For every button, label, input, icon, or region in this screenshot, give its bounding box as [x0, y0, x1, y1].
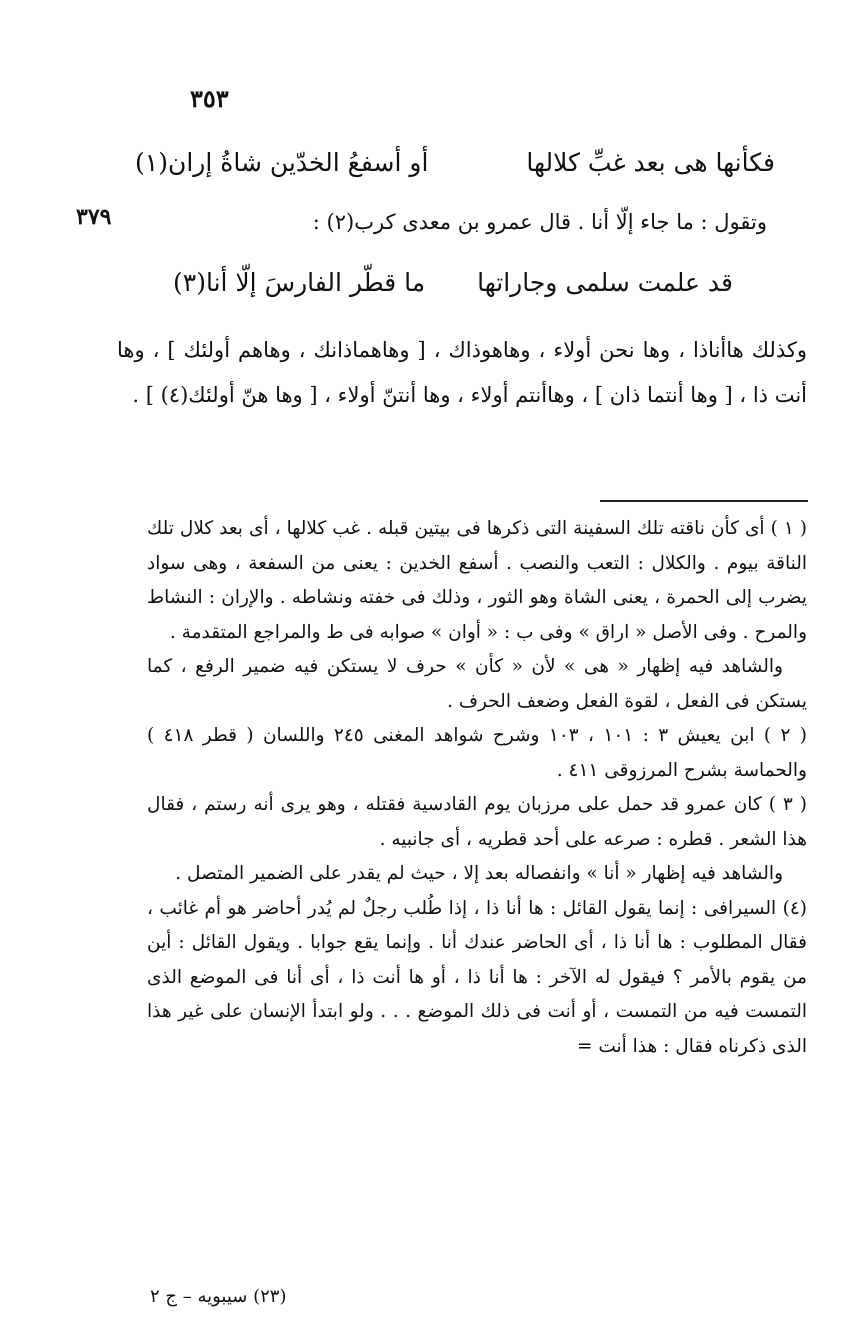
footnote-1-witness: والشاهد فيه إظهار « هى » لأن « كأن » حرف لا يستكن فيه ضمير الرفع ، كما يستكن فى الفعل ، لقوة الفعل وضعف الحرف .: [147, 656, 807, 712]
footnote-4: (٤) السيرافى : إنما يقول القائل : ها أنا ذا ، إذا طُلب رجلٌ لم يُدر أحاضر هو أم غائب ، فقال المطلوب : ها أنا ذا ، أى الحاضر عندك أنا . وإنما يقع جوابا . ويقول القائل : أين من يقوم بالأمر ؟ فيقول له الآخر : ها أنا ذا ، أو ها أنت ذا ، أى أنا فى الموضع الذى التمست فيه من التمست ، أو أنت فى ذلك الموضع . . . ولو ابتدأ الإنسان على غير هذا الذى ذكرناه فقال : هذا أنت =: [147, 897, 807, 1057]
intro-line: وتقول : ما جاء إلّا أنا . قال عمرو بن معدى كرب(٢) :: [312, 210, 767, 234]
footnote-3-witness: والشاهد فيه إظهار « أنا » وانفصاله بعد إلا ، حيث لم يقدر على الضمير المتصل .: [175, 863, 783, 884]
main-paragraph: وكذلك هاأناذا ، وها نحن أولاء ، وهاهوذاك ، [ وهاهماذانك ، وهاهم أولئك ] ، وها أنت ذا ، [ وها أنتما ذان ] ، وهاأنتم أولاء ، وها أنتنّ أولاء ، [ وها هنّ أولئك(٤) ] .: [117, 338, 807, 407]
verse-2-second-hemistich: ما قطّر الفارسَ إلّا أنا(٣): [173, 268, 426, 297]
footnote-2: ( ٢ ) ابن يعيش ٣ : ١٠١ ، ١٠٣ وشرح شواهد المغنى ٢٤٥ واللسان ( قطر ٤١٨ ) والحماسة بشرح المرزوقى ٤١١ .: [147, 725, 807, 781]
verse-2-first-hemistich: قد علمت سلمى وجاراتها: [477, 268, 733, 297]
page-signature: (٢٣) سيبويه – ج ٢: [150, 1286, 287, 1307]
verse-1-first-hemistich: فكأنها هى بعد غبِّ كلالها: [526, 148, 775, 177]
margin-reference-number: ٣٧٩: [76, 204, 112, 230]
footnote-1: ( ١ ) أى كأن ناقته تلك السفينة التى ذكرها فى بيتين قبله . غب كلالها ، أى بعد كلال تلك الناقة بيوم . والكلال : التعب والنصب . أسفع الخدين : يعنى من السفعة ، وهى سواد يضرب إلى الحمرة ، يعنى الشاة وهو الثور ، وذلك فى خفته ونشاطه . والإران : النشاط والمرح . وفى الأصل « اراق » وفى ب : « أوان » صوابه فى ط والمراجع المتقدمة .: [147, 518, 807, 643]
verse-2: [173, 268, 733, 297]
verse-1-second-hemistich: أو أسفعُ الخدّين شاةُ إران(١): [135, 148, 429, 177]
page-number: ٣٥٣: [190, 84, 229, 113]
footnote-divider: [600, 500, 808, 502]
footnote-3: ( ٣ ) كان عمرو قد حمل على مرزبان يوم القادسية فقتله ، وهو يرى أنه رستم ، فقال هذا الشعر . قطره : صرعه على أحد قطريه ، أى جانبيه .: [147, 794, 807, 850]
verse-1: [135, 148, 775, 177]
footnotes: [147, 512, 807, 1064]
